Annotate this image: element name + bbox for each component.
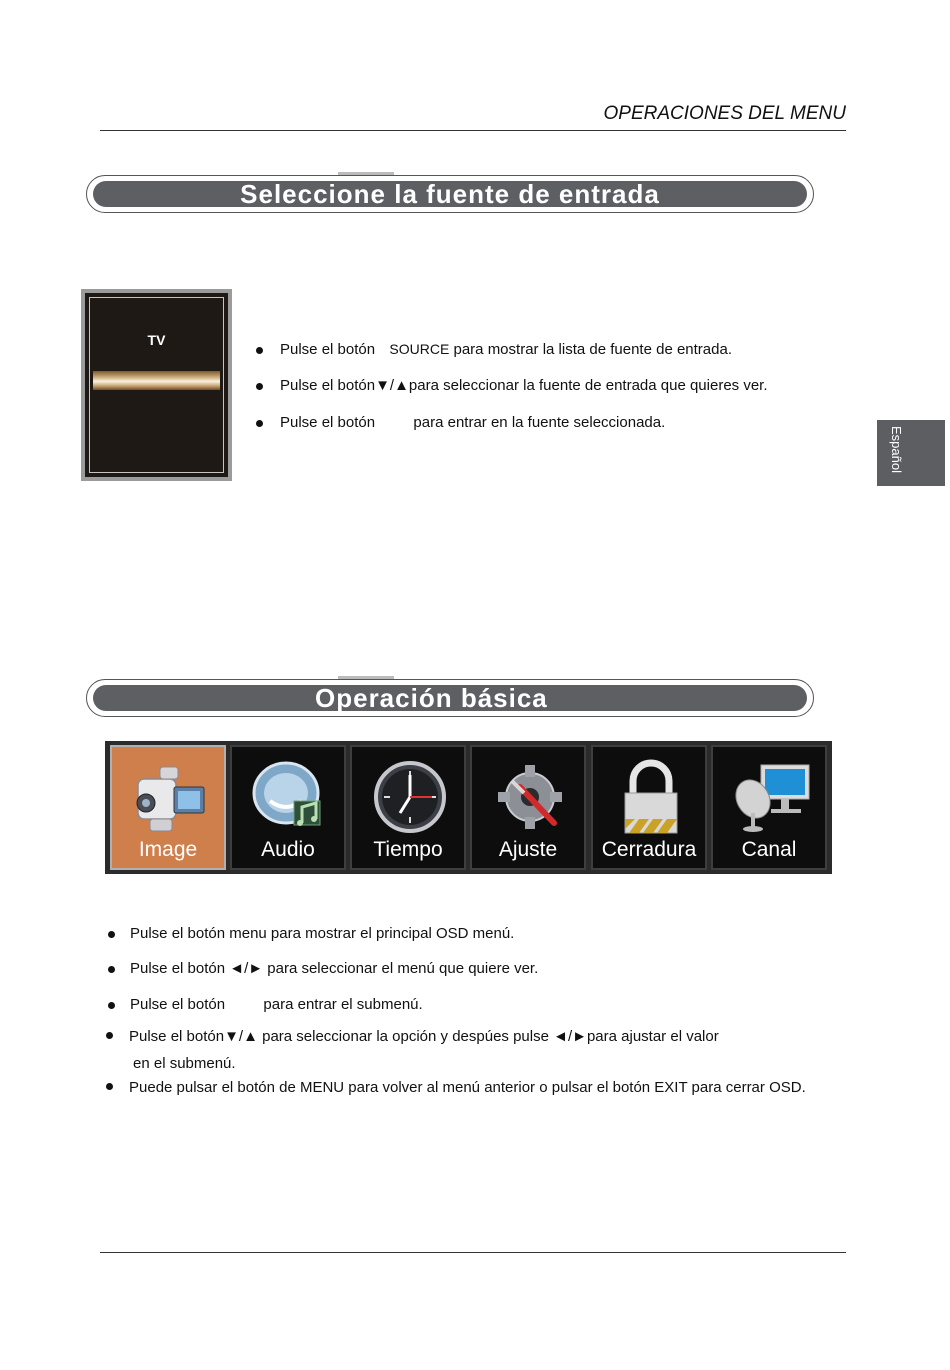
section-title-source: Seleccione la fuente de entrada [240, 179, 660, 209]
source-bullet-2: Pulse el botón▼/▲para seleccionar la fuente de entrada que quieres ver. [280, 377, 768, 394]
bullet-text: para mostrar la lista de fuente de entrada. [453, 341, 732, 358]
source-list-panel [81, 289, 232, 481]
padlock-icon [611, 757, 691, 837]
menu-tile-label: Cerradura [601, 838, 697, 861]
menu-tile-cerradura[interactable] [591, 745, 707, 870]
bullet-dot [108, 931, 115, 938]
menu-tile-canal[interactable] [711, 745, 827, 870]
menu-tile-label: Tiempo [373, 838, 443, 861]
menu-tile-label: Audio [261, 838, 315, 861]
osd-main-menu [105, 741, 832, 874]
basic-bullet-2: Pulse el botón ◄/► para seleccionar el menú que quiere ver. [130, 960, 539, 977]
bullet-text: Pulse el botón [280, 341, 376, 358]
basic-bullet-5: Puede pulsar el botón de MENU para volver al menú anterior o pulsar el botón EXIT para cerrar OSD. [129, 1079, 806, 1096]
clock-icon [370, 757, 450, 837]
basic-bullet-1: Pulse el botón menu para mostrar el principal OSD menú. [130, 925, 515, 942]
language-tab-label: Español [889, 426, 904, 473]
bullet-dot [256, 420, 263, 427]
menu-tile-audio[interactable] [230, 745, 346, 870]
basic-bullet-4-continuation: en el submenú. [133, 1055, 236, 1072]
basic-bullet-4: Pulse el botón▼/▲ para seleccionar la opción y despúes pulse ◄/►para ajustar el valor [129, 1028, 719, 1045]
menu-tile-tiempo[interactable] [350, 745, 466, 870]
footer-rule [100, 1252, 846, 1253]
source-selection-highlight [93, 371, 220, 390]
menu-tile-image[interactable] [110, 745, 226, 870]
bullet-dot [256, 347, 263, 354]
menu-tile-label: Canal [741, 838, 797, 861]
basic-bullet-3 [130, 996, 423, 1013]
bullet-dot [108, 966, 115, 973]
audio-disc-icon [250, 757, 330, 837]
menu-tile-label: Image [138, 838, 198, 861]
section-banner-basic [86, 679, 814, 717]
source-key-label: SOURCE [389, 341, 450, 357]
satellite-monitor-icon [731, 757, 811, 837]
bullet-dot [108, 1002, 115, 1009]
bullet-text: Pulse el botón [130, 996, 226, 1013]
source-bullet-3 [280, 414, 665, 431]
bullet-text: Pulse el botón [280, 414, 376, 431]
bullet-dot [106, 1032, 113, 1039]
menu-tile-label: Ajuste [498, 838, 558, 861]
camcorder-icon [130, 757, 210, 837]
source-bullet-1 [280, 341, 732, 358]
page-header-title: OPERACIONES DEL MENU [603, 103, 846, 124]
section-banner-source [86, 175, 814, 213]
source-list-inner [85, 293, 228, 477]
gear-wrench-icon [490, 757, 570, 837]
bullet-dot [106, 1083, 113, 1090]
source-list-item-tv[interactable]: TV [147, 332, 166, 348]
banner-fill [93, 685, 807, 711]
header-rule [100, 130, 846, 131]
banner-fill [93, 181, 807, 207]
bullet-dot [256, 383, 263, 390]
section-title-basic: Operación básica [315, 683, 548, 713]
language-tab [877, 420, 945, 486]
bullet-text: para entrar el submenú. [263, 996, 423, 1013]
menu-tile-ajuste[interactable] [470, 745, 586, 870]
bullet-text: para entrar en la fuente seleccionada. [413, 414, 666, 431]
